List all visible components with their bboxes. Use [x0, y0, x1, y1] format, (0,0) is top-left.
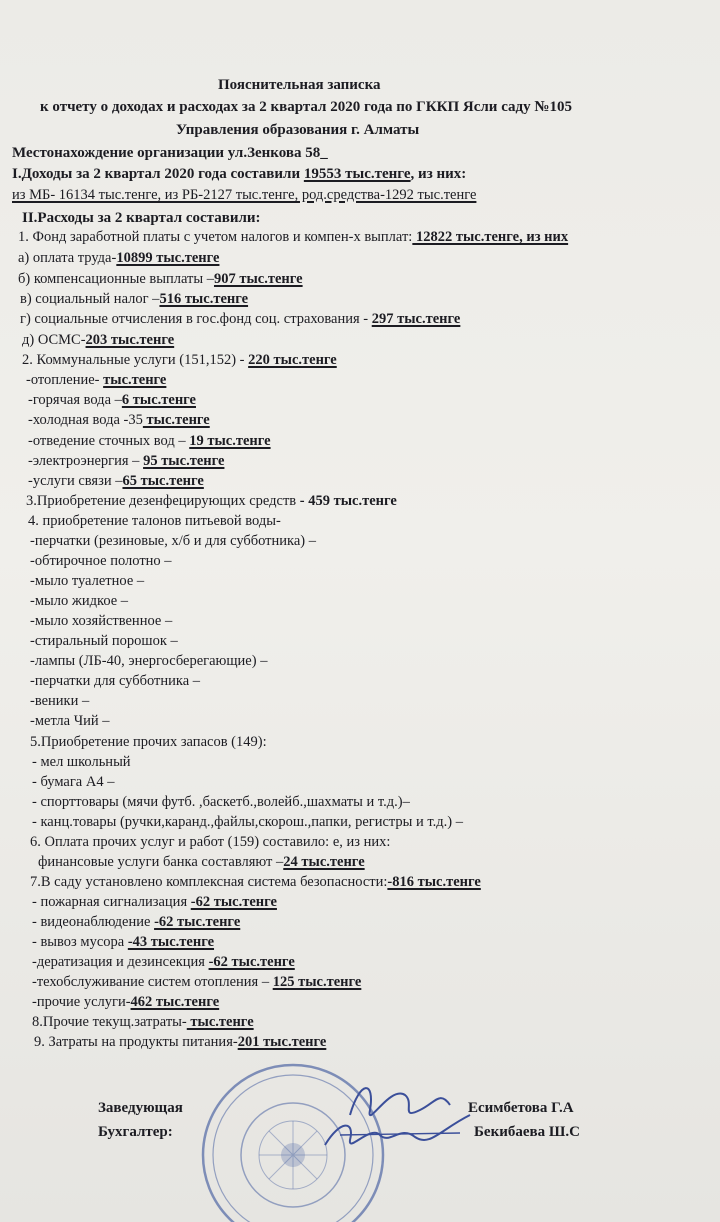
utilities-item-label: -горячая вода – [28, 392, 122, 408]
document-subtitle-line2: Управления образования г. Алматы [176, 122, 420, 138]
utilities-item [28, 413, 210, 428]
utilities-item [26, 373, 166, 388]
water-coupons-item: -веники – [30, 693, 90, 709]
income-total: 19553 тыс.тенге [303, 166, 411, 182]
utilities-label: 2. Коммунальные услуги (151,152) - [22, 352, 249, 368]
payroll-item-value: 10899 тыс.тенге [116, 250, 220, 266]
payroll-item-label: г) социальные отчисления в гос.фонд соц. страхования - [20, 311, 372, 327]
water-coupons-label: 4. приобретение талонов питьевой воды- [28, 513, 281, 529]
water-coupons-item: -обтирочное полотно – [30, 553, 172, 569]
other-supplies-item: - спорттовары (мячи футб. ,баскетб.,волейб.,шахматы и т.д.)– [32, 794, 410, 810]
document-subtitle-line1: к отчету о доходах и расходах за 2 квартал 2020 года по ГККП Ясли саду №105 [40, 99, 572, 115]
payroll-item [20, 292, 248, 307]
water-coupons-item: -перчатки (резиновые, х/б и для субботника) – [30, 533, 317, 549]
payroll-item [18, 272, 303, 287]
payroll-item-label: а) оплата труда- [18, 250, 117, 266]
water-coupons-item: -мыло туалетное – [30, 573, 145, 589]
other-current-value: тыс.тенге [186, 1014, 254, 1030]
utilities-item [28, 434, 271, 449]
payroll-line [18, 230, 568, 245]
security-item-value: -62 тыс.тенге [154, 914, 241, 930]
payroll-item-value: 297 тыс.тенге [371, 311, 461, 327]
security-item-label: - видеонаблюдение [32, 914, 155, 930]
security-item-label: - пожарная сигнализация [32, 894, 191, 910]
utilities-item [28, 474, 204, 489]
head-name: Есимбетова Г.А [468, 1100, 574, 1116]
bank-services-label: финансовые услуги банка составляют – [38, 854, 284, 870]
other-current-line [32, 1015, 254, 1030]
water-coupons-item: -мыло хозяйственное – [30, 613, 173, 629]
security-item-value: -62 тыс.тенге [208, 954, 295, 970]
water-coupons-item: -перчатки для субботника – [30, 673, 201, 689]
security-item-label: -техобслуживание систем отопления – [32, 974, 273, 990]
security-item-label: - вывоз мусора [32, 934, 128, 950]
food-line [34, 1035, 326, 1050]
other-supplies-item: - бумага А4 – [32, 774, 115, 790]
payroll-item-label: б) компенсационные выплаты – [18, 271, 214, 287]
water-coupons-item: -стиральный порошок – [30, 633, 178, 649]
security-value: -816 тыс.тенге [387, 874, 481, 890]
other-current-label: 8.Прочие текущ.затраты- [32, 1014, 187, 1030]
utilities-value: 220 тыс.тенге [248, 352, 337, 368]
accountant-label: Бухгалтер: [98, 1124, 173, 1140]
payroll-value: 12822 тыс.тенге, из них [412, 229, 569, 245]
security-item-value: -62 тыс.тенге [190, 894, 277, 910]
utilities-item-label: -электроэнергия – [28, 453, 144, 469]
security-line [30, 875, 481, 890]
food-label: 9. Затраты на продукты питания- [34, 1034, 238, 1050]
payroll-item-value: 203 тыс.тенге [85, 332, 175, 348]
water-coupons-item: -лампы (ЛБ-40, энергосберегающие) – [30, 653, 268, 669]
other-supplies-item: - мел школьный [32, 754, 131, 770]
income-heading [12, 167, 466, 182]
water-coupons-item: -мыло жидкое – [30, 593, 129, 609]
utilities-item-label: -услуги связи – [28, 473, 123, 489]
utilities-item-value: тыс.тенге [142, 412, 210, 428]
security-item [32, 915, 240, 930]
security-item-label: -дератизация и дезинсекция [32, 954, 209, 970]
payroll-item [20, 312, 460, 327]
income-heading-suffix: , из них: [410, 166, 467, 182]
other-supplies-label: 5.Приобретение прочих запасов (149): [30, 734, 267, 750]
utilities-item-value: 95 тыс.тенге [143, 453, 225, 469]
utilities-line [22, 353, 337, 368]
payroll-item-label: д) ОСМС- [22, 332, 86, 348]
security-label: 7.В саду установлено комплексная система безопасности: [30, 874, 388, 890]
utilities-item [28, 393, 196, 408]
food-value: 201 тыс.тенге [237, 1034, 327, 1050]
bank-services-line [38, 855, 365, 870]
location-line: Местонахождение организации ул.Зенкова 58_ [12, 145, 328, 161]
water-coupons-item: -метла Чий – [30, 713, 110, 729]
payroll-label: 1. Фонд заработной платы с учетом налогов и компен-х выплат: [18, 229, 413, 245]
utilities-item-label: -отопление- [26, 372, 104, 388]
security-item [32, 995, 219, 1010]
other-supplies-item: - канц.товары (ручки,каранд.,файлы,скорош.,папки, регистры и т.д.) – [32, 814, 463, 830]
payroll-item [18, 251, 219, 266]
bank-services-value: 24 тыс.тенге [283, 854, 365, 870]
other-services-label: 6. Оплата прочих услуг и работ (159) составило: е, из них: [30, 834, 391, 850]
head-label: Заведующая [98, 1100, 183, 1116]
security-item-value: 125 тыс.тенге [272, 974, 362, 990]
payroll-item-label: в) социальный налог – [20, 291, 160, 307]
utilities-item [28, 454, 224, 469]
utilities-item-value: 6 тыс.тенге [121, 392, 196, 408]
signature-icon [320, 1075, 480, 1155]
payroll-item [22, 333, 174, 348]
security-item [32, 895, 277, 910]
utilities-item-value: 65 тыс.тенге [122, 473, 204, 489]
disinfectants-value: - 459 тыс.тенге [299, 493, 397, 509]
utilities-item-value: 19 тыс.тенге [189, 433, 271, 449]
payroll-item-value: 516 тыс.тенге [159, 291, 249, 307]
utilities-item-label: -холодная вода -35 [28, 412, 143, 428]
utilities-item-value: тыс.тенге [103, 372, 167, 388]
security-item [32, 935, 214, 950]
income-heading-prefix: I.Доходы за 2 квартал 2020 года составили [12, 166, 304, 182]
security-item [32, 975, 361, 990]
expenses-heading: II.Расходы за 2 квартал составили: [22, 210, 261, 226]
payroll-item-value: 907 тыс.тенге [213, 271, 303, 287]
accountant-name: Бекибаева Ш.С [474, 1124, 580, 1140]
disinfectants-label: 3.Приобретение дезенфецирующих средств [26, 493, 300, 509]
disinfectants-line [26, 494, 397, 509]
security-item-label: -прочие услуги- [32, 994, 131, 1010]
security-item-value: 462 тыс.тенге [130, 994, 220, 1010]
income-breakdown: из МБ- 16134 тыс.тенге, из РБ-2127 тыс.тенге, род.средства-1292 тыс.тенге [12, 187, 477, 203]
document-title: Пояснительная записка [218, 77, 381, 93]
utilities-item-label: -отведение сточных вод – [28, 433, 190, 449]
security-item-value: -43 тыс.тенге [127, 934, 215, 950]
security-item [32, 955, 295, 970]
